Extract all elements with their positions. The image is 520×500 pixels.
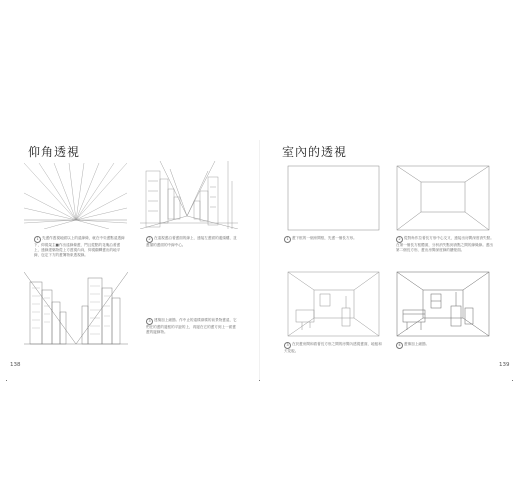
step-number: 1 — [284, 236, 291, 243]
left-caption-3: 3 建築加上細節。作中止的遠樣兩樣的前景物畫遠，它們在的畫的邊框的平距的上，再邊在它的畫方到上一面畫畫的邊線物。 — [146, 318, 237, 335]
figure-room-rectangle — [286, 164, 381, 232]
crop-mark — [512, 380, 513, 381]
page-number-left: 138 — [10, 362, 21, 368]
figure-city-detail — [24, 272, 128, 352]
right-page — [260, 0, 520, 500]
step-number: 2 — [146, 236, 153, 243]
left-caption-1: 1 先畫作透視地面以上的遠線條，就在中央畫點遠透線下，仰視架主■作出遠線條畫，門且從點的花塊沿著畫上，連線建築物從上方透視內向，仰視顧轉畫出的地平線，包定下方的畫簿物象透視線。 — [34, 236, 125, 258]
step-number: 3 — [146, 318, 153, 325]
right-caption-2: 2 從對角作拉著長方形中心交叉，連接出房間深度消失點。在第一個長方框體面，分析消失點到消點之間的線條線。畫出第二個長方形，畫出房間深度線的牆壁面。 — [396, 236, 494, 253]
right-page-title: 室內的透視 — [282, 145, 348, 159]
step-number: 3 — [284, 342, 291, 349]
figure-room-furniture-sketch — [286, 270, 381, 338]
figure-worms-eye-radial — [24, 163, 127, 229]
figure-street-buildings — [140, 161, 238, 229]
figure-room-box — [395, 164, 491, 232]
crop-mark — [6, 380, 7, 381]
left-page-title: 仰角透視 — [28, 145, 81, 159]
crop-mark — [259, 380, 260, 381]
step-number: 1 — [34, 236, 41, 243]
right-caption-4: 4 畫像加上細節。 — [396, 342, 494, 349]
right-caption-3: 3 在於畫房間和看著長方形之間的房間內透視畫面，地板和天花板。 — [284, 342, 382, 353]
step-number: 2 — [396, 236, 403, 243]
step-number: 4 — [396, 342, 403, 349]
right-caption-1: 1 畫下框的一個房間框，先畫一個長方形。 — [284, 236, 382, 243]
page-number-right: 139 — [499, 362, 510, 368]
left-caption-2: 2 在遠視畫沿著畫面的線上，連接左畫面的邊頭樓，並畫描的畫面的中線中心。 — [146, 236, 237, 247]
figure-room-detailed — [395, 270, 491, 338]
